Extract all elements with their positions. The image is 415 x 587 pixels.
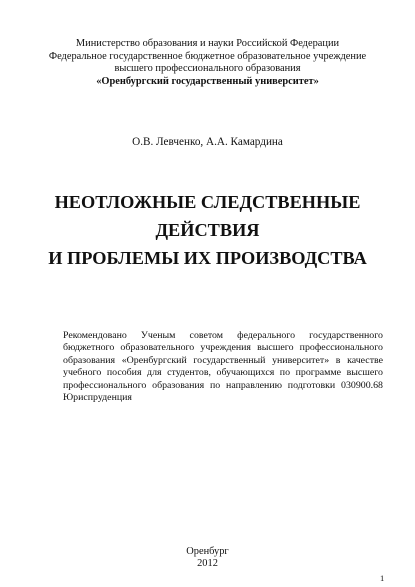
organization-header bbox=[0, 38, 415, 88]
imprint-city: Оренбург bbox=[186, 546, 229, 557]
university-line: «Оренбургский государственный университет» bbox=[96, 75, 319, 87]
recommendation-paragraph: Рекомендовано Ученым советом федерального государственного бюджетного образовательного учреждения высшего профессионального образования «Оренбургский государственный университет» в качестве учебного пособия для студентов, обучающихся по программе высшего профессионального образования по направлению подготовки 030900.68 Юриспруденция bbox=[63, 330, 383, 404]
title-line-2: ДЕЙСТВИЯ bbox=[155, 220, 260, 240]
title-line-1: НЕОТЛОЖНЫЕ СЛЕДСТВЕННЫЕ bbox=[54, 192, 361, 212]
imprint-year: 2012 bbox=[197, 558, 218, 570]
title-line-3: И ПРОБЛЕМЫ ИХ ПРОИЗВОДСТВА bbox=[48, 248, 367, 268]
ministry-line: Министерство образования и науки Российской Федерации bbox=[75, 38, 340, 49]
page-number: 1 bbox=[380, 573, 385, 583]
agency-line: Федеральное государственное бюджетное образовательное учреждение bbox=[48, 50, 367, 62]
imprint bbox=[0, 546, 415, 571]
education-line: высшего профессионального образования bbox=[114, 63, 301, 75]
document-title bbox=[0, 188, 415, 272]
authors: О.В. Левченко, А.А. Камардина bbox=[132, 136, 283, 148]
